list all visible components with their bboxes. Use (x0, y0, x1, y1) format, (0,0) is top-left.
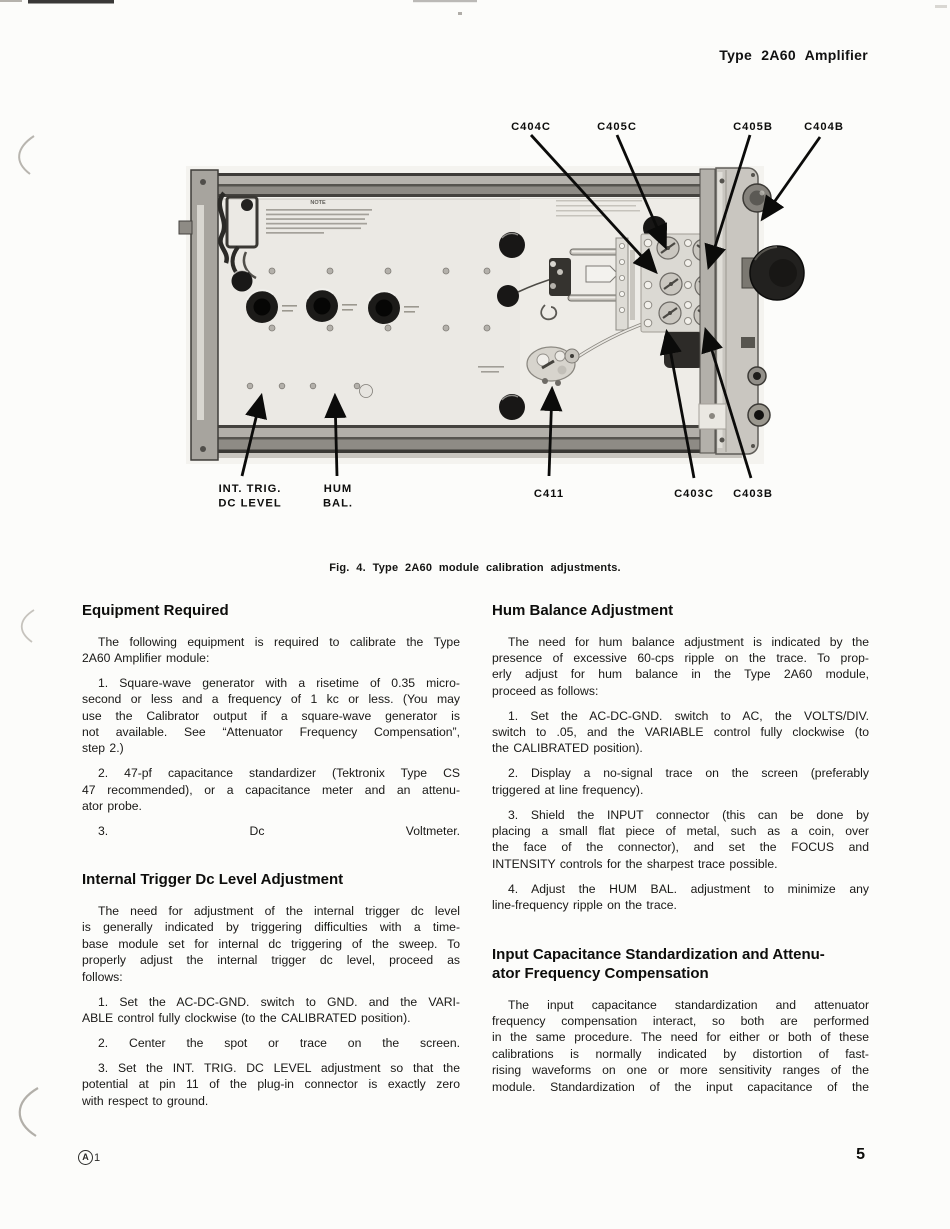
paragraph-line: the CALIBRATED position). (492, 741, 643, 756)
paragraph (82, 994, 460, 1027)
paragraph (492, 765, 869, 798)
paragraph-line: 1. Square-wave generator with a risetime of 0.35 micro- (98, 675, 460, 690)
paragraph (82, 1035, 460, 1051)
revision-circle-a: A (78, 1150, 93, 1165)
paragraph-line: 1. Set the AC-DC-GND. switch to GND. and the VARI- (98, 994, 460, 1009)
paragraph (82, 1060, 460, 1109)
right-column (492, 601, 869, 1095)
chassis-top-rail (196, 173, 750, 197)
paragraph (82, 634, 460, 667)
paragraph-line: The need for hum balance adjustment is indicated by the (508, 634, 869, 649)
callout-label-c403b: C403B (733, 488, 773, 500)
paragraph-line: The input capacitance standardization and attenuator (508, 997, 869, 1012)
left-column (82, 601, 460, 1109)
paragraph-line: 2. 47-pf capacitance standardizer (Tektronix Type CS (98, 766, 460, 781)
section (82, 870, 460, 1108)
paragraph-line: is generally indicated by triggering difficulties with a time- (82, 920, 460, 935)
callout-label-c403c: C403C (674, 488, 714, 500)
callout-label-c404b: C404B (804, 121, 844, 133)
paragraph-line: switch to .05, and the VARIABLE control fully clockwise (to (492, 725, 869, 740)
paragraph-line: The need for adjustment of the internal trigger dc level (98, 903, 460, 918)
paragraph-line: ABLE control fully clockwise (to the CALIBRATED position). (82, 1010, 411, 1025)
page-header-title: Type 2A60 Amplifier (719, 47, 868, 63)
heading-line: Internal Trigger Dc Level Adjustment (82, 871, 344, 889)
revision-number: 1 (94, 1151, 101, 1164)
heading-line: Input Capacitance Standardization and Attenu- (492, 945, 825, 963)
callout-label-dc-level: DC LEVEL (218, 497, 282, 510)
section (492, 601, 869, 914)
paragraph-line: INTENSITY controls for the sharpest trace possible. (492, 856, 778, 871)
paragraph-line: line-frequency ripple on the trace. (492, 898, 677, 913)
paragraph-line: presence of excessive 60-cps ripple on the trace. To prop- (492, 650, 869, 665)
paragraph-line: triggered at line frequency). (492, 782, 644, 797)
paragraph (82, 903, 460, 985)
paragraph-line: rising waveforms on one or more sensitivity ranges of the (492, 1063, 869, 1078)
figure-photo (85, 98, 875, 530)
note-label: NOTE (310, 200, 326, 206)
paragraph (492, 634, 869, 700)
paragraph (492, 997, 869, 1095)
section-heading (492, 601, 869, 621)
paragraph (82, 823, 460, 839)
paragraph-line: 3. Set the INT. TRIG. DC LEVEL adjustment so that the (98, 1060, 460, 1075)
paragraph-line: ator probe. (82, 799, 142, 814)
heading-line: Equipment Required (82, 602, 229, 619)
paragraph-line: the face of the connector), and set the FOCUS and (492, 840, 869, 855)
paragraph-line: potential at pin 11 of the plug-in connector is exactly zero (82, 1077, 460, 1092)
paragraph-line: placing a small flat piece of metal, such as a coin, over (492, 824, 869, 839)
callout-label-bal: BAL. (322, 497, 354, 510)
section (492, 945, 869, 1095)
paragraph-line: 3. Shield the INPUT connector (this can be done by (508, 807, 869, 822)
paragraph-line: with respect to ground. (82, 1093, 209, 1108)
revision-mark (78, 1150, 100, 1165)
paragraph-line: properly adjust the internal trigger dc level, proceed as (82, 953, 460, 968)
section-heading (82, 870, 460, 890)
paragraph-line: base module set for internal dc triggering of the sweep. To (82, 936, 460, 951)
paragraph-line: in the same procedure. The need for either or both of these (492, 1030, 869, 1045)
paragraph-line: erly adjust for hum balance in the Type 2A60 module, (492, 667, 869, 682)
paragraph-line: proceed as follows: (492, 683, 599, 698)
paragraph-line: module. Standardization of the input capacitance of the (492, 1079, 869, 1094)
paragraph-line: The following equipment is required to calibrate the Type (98, 634, 460, 649)
paragraph-line: calibrations is normally indicated by distortion of fast- (492, 1046, 869, 1061)
section (82, 601, 460, 839)
paragraph-line: 2. Display a no-signal trace on the screen (preferably (508, 766, 869, 781)
callout-label-c404c: C404C (511, 121, 551, 133)
callout-label-c411: C411 (533, 488, 565, 500)
callout-label-c405b: C405B (733, 121, 773, 133)
heading-line: ator Frequency Compensation (492, 965, 709, 983)
paragraph-line: 2. Center the spot or trace on the screen. (98, 1035, 460, 1050)
paragraph (82, 675, 460, 757)
paragraph-line: 2A60 Amplifier module: (82, 650, 210, 665)
paragraph-line: 3. Dc Voltmeter. (98, 824, 460, 839)
paragraph (492, 708, 869, 757)
page-number: 5 (856, 1146, 865, 1163)
paragraph-line: use the Calibrator output if a square-wave generator is (82, 708, 460, 723)
paragraph-line: follows: (82, 969, 123, 984)
paragraph-line: frequency compensation interact, so both are performed (492, 1014, 869, 1028)
paragraph-line: second or less and a frequency of 1 kc or less. (You may (82, 692, 460, 707)
heading-line: Hum Balance Adjustment (492, 602, 674, 619)
chassis-left-frame (179, 170, 218, 460)
paragraph (492, 881, 869, 914)
paragraph-line: 1. Set the AC-DC-GND. switch to AC, the VOLTS/DIV. (508, 708, 869, 723)
callout-label-int-trig: INT. TRIG. (218, 483, 282, 495)
callout-label-c405c: C405C (597, 121, 637, 133)
callout-label-hum: HUM (323, 483, 353, 495)
paragraph (82, 765, 460, 814)
section-heading (82, 601, 460, 621)
section-heading (492, 945, 869, 984)
paragraph-line: 47 recommended), or a capacitance meter and an attenu- (82, 782, 460, 797)
paragraph-line: not available. See “Attenuator Frequency Compensation”, (82, 725, 460, 740)
chassis-bottom-rail (196, 425, 750, 458)
figure-caption: Fig. 4. Type 2A60 module calibration adjustments. (329, 562, 621, 574)
paragraph-line: step 2.) (82, 741, 124, 756)
knob-small (743, 184, 771, 212)
paragraph-line: 4. Adjust the HUM BAL. adjustment to minimize any (508, 881, 869, 896)
paragraph (492, 807, 869, 873)
